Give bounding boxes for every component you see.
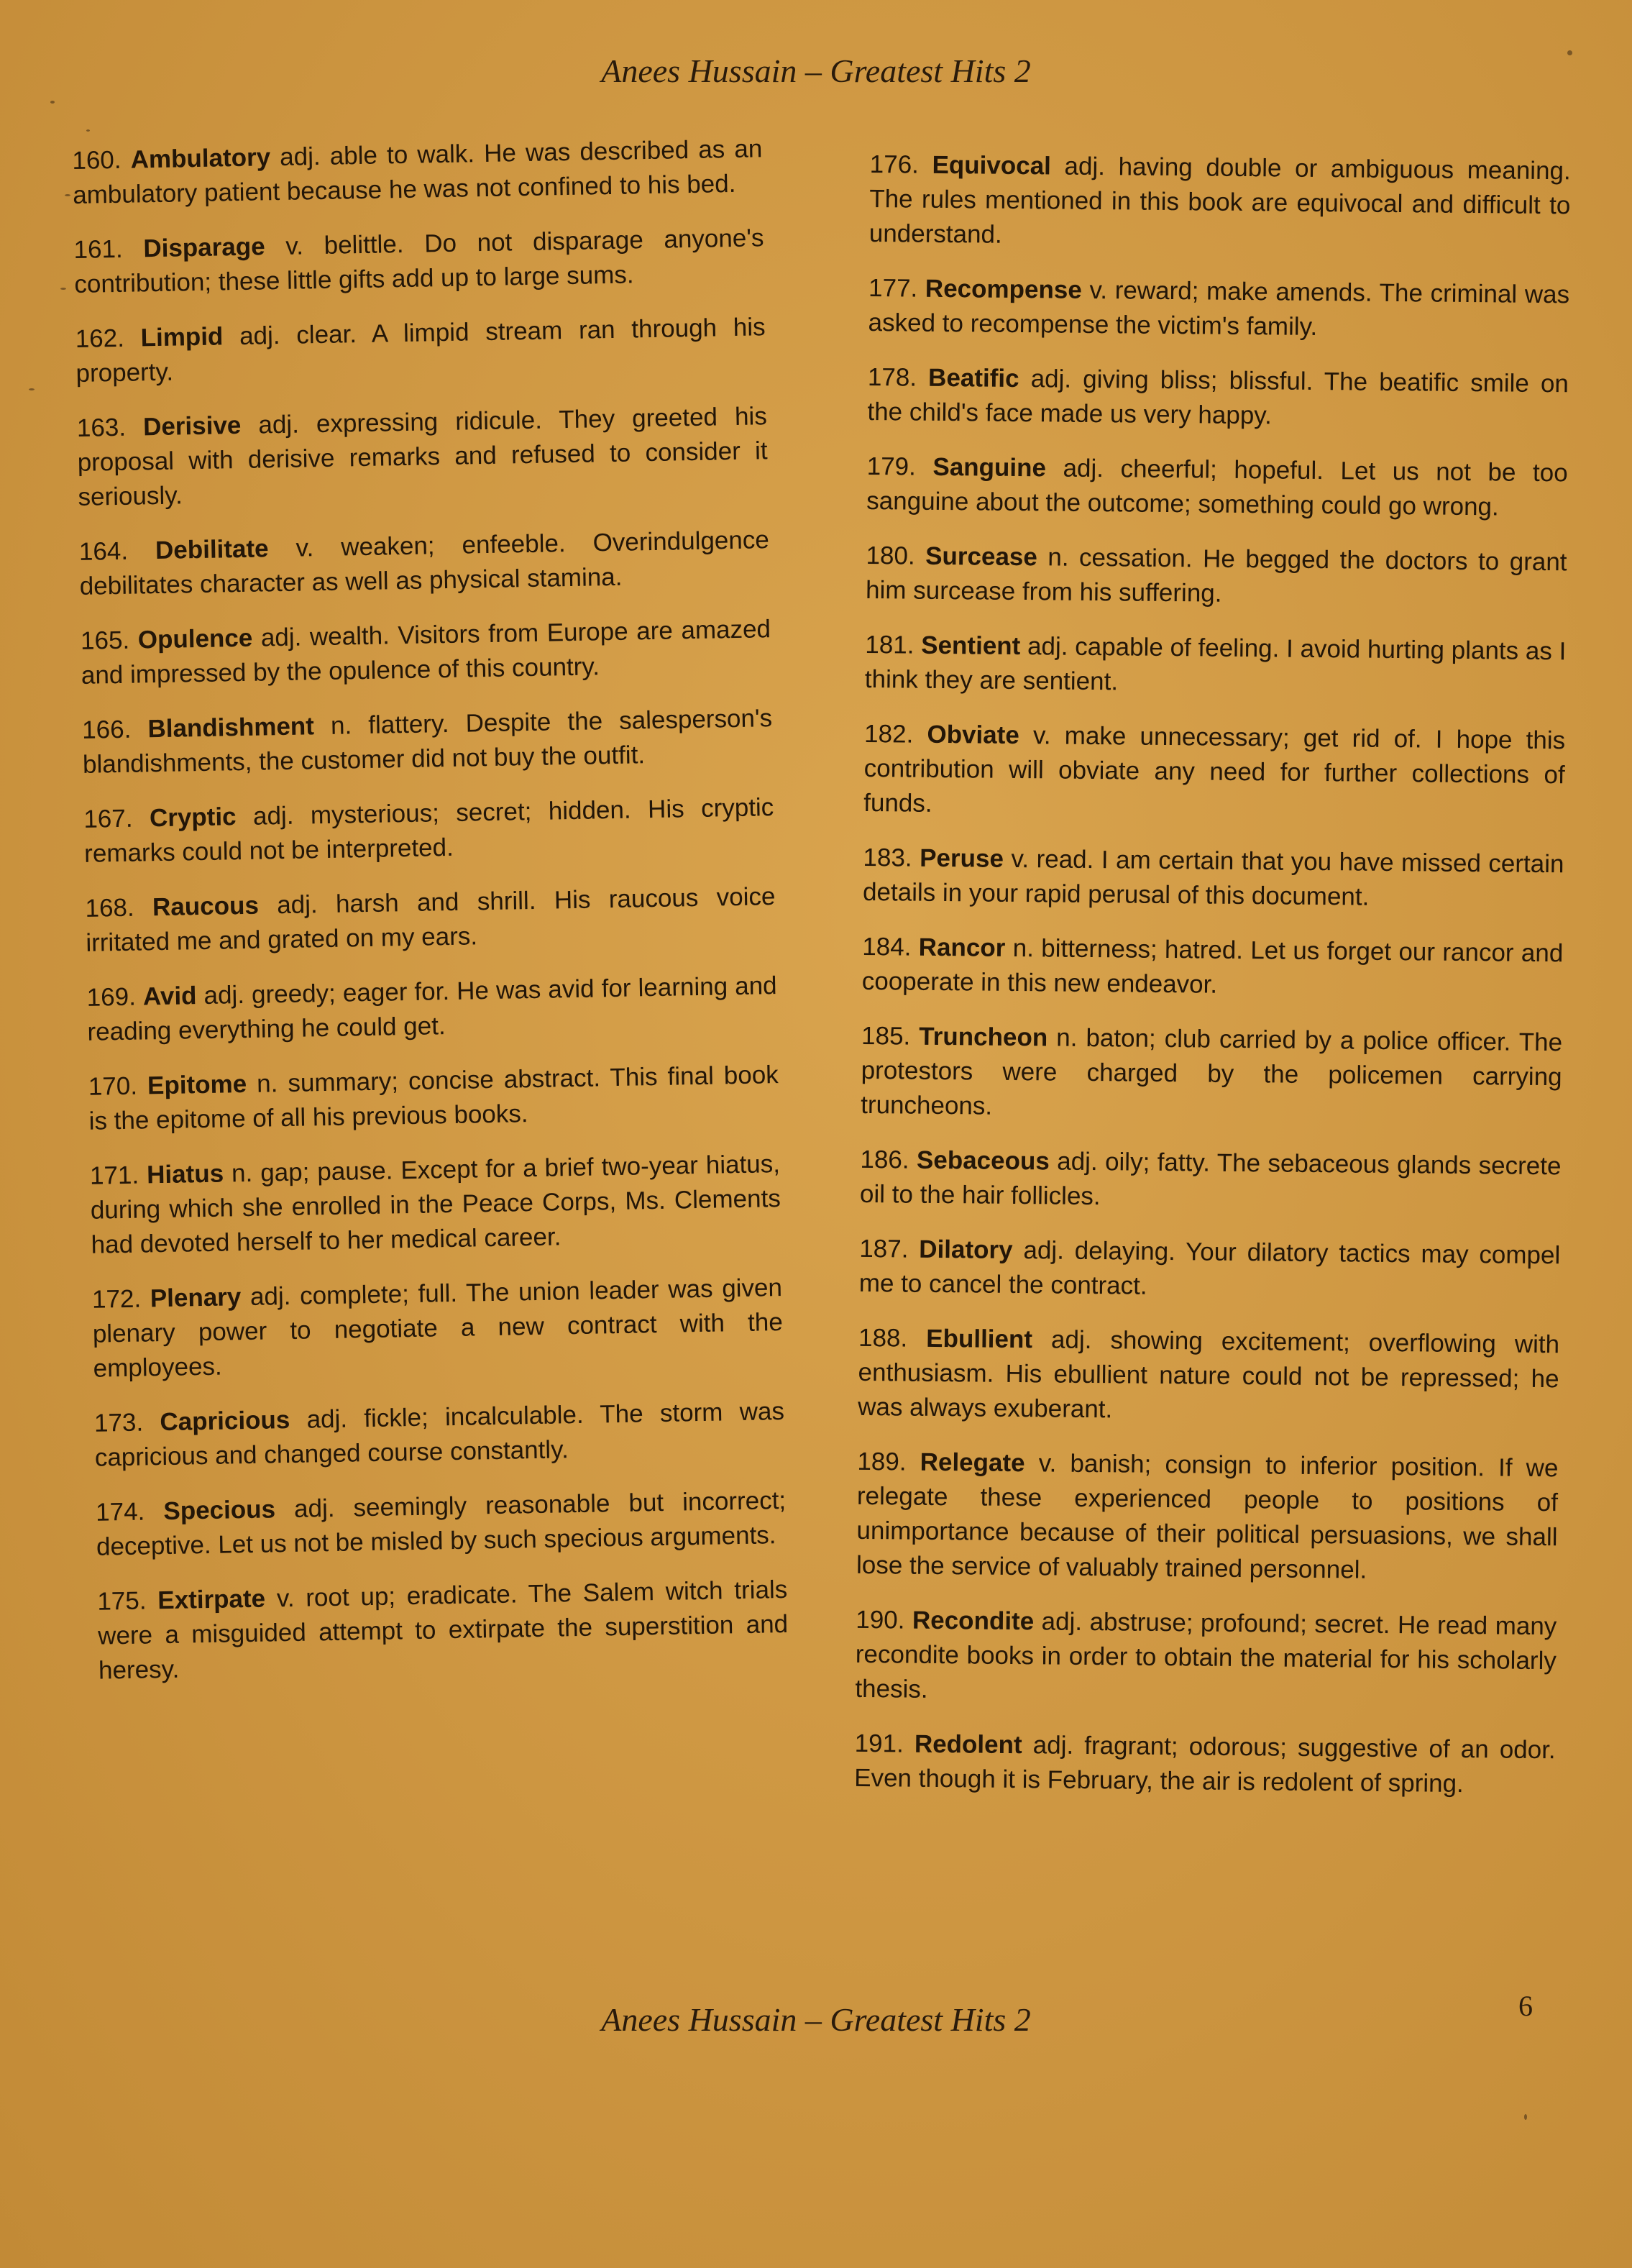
entry-word: Debilitate (155, 534, 269, 565)
entry-word: Derisive (142, 411, 242, 442)
vocab-entry (76, 399, 768, 515)
paper-speck (1524, 2114, 1527, 2120)
entry-word: Truncheon (919, 1022, 1048, 1052)
entry-definition: n. cessation. He begged the doctors to grant him surcease from his suffering. (865, 543, 1567, 608)
entry-word: Sentient (921, 631, 1021, 661)
vocab-entry (81, 612, 772, 693)
vocab-entry (92, 1271, 784, 1386)
entry-number: 176. (869, 150, 920, 179)
entry-word: Opulence (137, 623, 253, 654)
entry-number: 179. (866, 452, 917, 481)
vocab-entry (866, 539, 1567, 614)
entry-number: 163. (76, 413, 127, 442)
entry-word: Sanguine (932, 452, 1047, 483)
entry-number: 169. (86, 982, 137, 1012)
vocab-entry (863, 717, 1565, 827)
entry-definition: adj. showing excitement; overflowing with enthusiasm. His ebullient nature could not be repressed; he was always exuberant. (857, 1325, 1560, 1424)
vocab-entry (73, 221, 765, 302)
entry-number: 174. (95, 1497, 145, 1527)
entry-definition: v. belittle. Do not disparage anyone's contribution; these little gifts add up to large sums. (74, 224, 764, 298)
entry-definition: adj. giving bliss; blissful. The beatific smile on the child's face made us very happy. (867, 365, 1569, 430)
vocab-entry (82, 701, 774, 782)
entry-definition: v. banish; consign to inferior position. If we relegate these experienced people to positions of unimportance because of their political persuasions, we shall lose the service of valuably trained personnel. (856, 1449, 1559, 1584)
page-header: Anees Hussain – Greatest Hits 2 (601, 52, 1031, 89)
vocab-entry (856, 1445, 1559, 1589)
vocab-entry (868, 271, 1569, 347)
right-column (854, 147, 1571, 1822)
entry-word: Redolent (914, 1729, 1022, 1760)
vocab-entry (854, 1727, 1556, 1802)
entry-word: Ebullient (926, 1324, 1033, 1354)
entry-number: 166. (81, 715, 132, 744)
entry-definition: v. weaken; enfeeble. Overindulgence debilitates character as well as physical stamina. (79, 526, 770, 600)
entry-number: 165. (80, 626, 130, 655)
entry-word: Extirpate (157, 1584, 266, 1615)
paper-speck (86, 129, 90, 132)
left-column (72, 132, 789, 1708)
entry-definition: adj. cheerful; hopeful. Let us not be too sanguine about the outcome; something could go wrong. (866, 454, 1568, 521)
entry-number: 172. (91, 1284, 142, 1314)
entry-number: 178. (867, 362, 917, 392)
entry-word: Raucous (152, 891, 260, 922)
entry-definition: adj. oily; fatty. The sebaceous glands secrete oil to the hair follicles. (859, 1147, 1562, 1211)
entry-number: 164. (78, 536, 129, 566)
entry-number: 170. (88, 1071, 138, 1101)
entry-definition: adj. able to walk. He was described as an ambulatory patient because he was not confined to his bed. (72, 134, 763, 209)
entry-number: 182. (863, 719, 914, 749)
entry-number: 185. (861, 1021, 911, 1051)
vocab-entry (865, 628, 1567, 703)
entry-definition: v. root up; eradicate. The Salem witch trials were a misguided attempt to extirpate the superstition and heresy. (97, 1575, 789, 1685)
entry-number: 171. (89, 1161, 139, 1190)
entry-definition: adj. harsh and shrill. His raucous voice irritated me and grated on my ears. (86, 882, 776, 957)
entry-word: Avid (142, 982, 197, 1011)
entry-definition: n. summary; concise abstract. This final book is the epitome of all his previous books. (88, 1061, 779, 1135)
entry-number: 183. (863, 843, 912, 872)
entry-word: Equivocal (932, 150, 1052, 180)
entry-number: 161. (73, 234, 124, 264)
entry-number: 191. (854, 1729, 904, 1758)
entry-number: 190. (856, 1605, 905, 1634)
entry-word: Recondite (912, 1606, 1035, 1636)
entry-word: Blandishment (147, 712, 315, 744)
entry-number: 189. (857, 1447, 907, 1476)
entry-definition: adj. abstruse; profound; secret. He read many recondite books in order to obtain the material for his scholarly thesis. (855, 1607, 1557, 1704)
entry-word: Rancor (918, 933, 1006, 962)
entry-definition: v. reward; make amends. The criminal was asked to recompense the victim's family. (868, 275, 1570, 341)
entry-definition: n. baton; club carried by a police officer. The protestors were charged by the policemen carrying truncheons. (861, 1023, 1563, 1120)
entry-word: Recompense (925, 274, 1082, 304)
entry-word: Relegate (920, 1448, 1025, 1478)
vocab-entry (72, 132, 764, 213)
vocab-entry (75, 310, 766, 391)
vocab-entry (96, 1483, 787, 1565)
paper-speck (60, 288, 66, 290)
vocab-entry (860, 1143, 1562, 1218)
entry-definition: adj. having double or ambiguous meaning. The rules mentioned in this book are equivocal and difficult to understand. (868, 152, 1571, 249)
vocab-entry (862, 930, 1564, 1005)
vocab-entry (94, 1394, 786, 1476)
page-number: 6 (1518, 1990, 1533, 2022)
vocab-entry (861, 1019, 1562, 1129)
entry-word: Specious (163, 1495, 276, 1526)
entry-word: Plenary (150, 1283, 242, 1313)
vocab-entry (855, 1603, 1557, 1713)
entry-definition: adj. fickle; incalculable. The storm was capricious and changed course constantly. (94, 1396, 785, 1472)
entry-number: 187. (859, 1234, 909, 1263)
entry-number: 162. (75, 324, 125, 353)
vocab-entry (83, 790, 775, 872)
entry-definition: adj. fragrant; odorous; suggestive of an odor. Even though it is February, the air is redolent of spring. (854, 1731, 1556, 1798)
vocab-entry (88, 1058, 779, 1139)
entry-definition: n. flattery. Despite the salesperson's blandishments, the customer did not buy the outfit. (82, 704, 773, 779)
entry-word: Epitome (147, 1069, 247, 1100)
vocab-entry (859, 1232, 1561, 1307)
entry-number: 168. (85, 893, 135, 923)
vocab-entry (86, 969, 778, 1050)
entry-definition: adj. complete; full. The union leader was given plenary power to negotiate a new contract with the employees. (92, 1274, 784, 1383)
paper-speck (65, 194, 70, 196)
paper-speck (50, 101, 55, 104)
entry-definition: adj. greedy; eager for. He was avid for learning and reading everything he could get. (87, 971, 777, 1046)
page-footer: Anees Hussain – Greatest Hits 2 (601, 2001, 1031, 2038)
vocab-entry (869, 147, 1571, 257)
vocab-entry (90, 1147, 781, 1263)
entry-word: Capricious (160, 1405, 290, 1437)
entry-number: 175. (97, 1586, 147, 1616)
entry-number: 167. (83, 804, 133, 833)
entry-word: Hiatus (146, 1159, 224, 1189)
entry-number: 181. (865, 630, 914, 659)
entry-definition: v. make unnecessary; get rid of. I hope this contribution will obviate any need for further collections of funds. (863, 721, 1566, 818)
entry-definition: adj. capable of feeling. I avoid hurting plants as I think they are sentient. (864, 632, 1567, 696)
vocab-entry (858, 1321, 1559, 1431)
entry-definition: adj. wealth. Visitors from Europe are amazed and impressed by the opulence of this country. (81, 615, 771, 690)
entry-definition: adj. clear. A limpid stream ran through his property. (75, 313, 766, 388)
paper-speck (1567, 50, 1572, 55)
entry-definition: n. gap; pause. Except for a brief two-year hiatus, during which she enrolled in the Peace Corps, Ms. Clements had devoted herself to her medical career. (90, 1150, 781, 1259)
entry-word: Disparage (143, 232, 265, 263)
entry-number: 184. (862, 932, 912, 961)
entry-word: Cryptic (149, 803, 237, 833)
entry-word: Surcease (925, 541, 1038, 572)
entry-word: Dilatory (919, 1235, 1013, 1264)
vocab-entry (97, 1573, 789, 1688)
entry-definition: adj. seemingly reasonable but incorrect; deceptive. Let us not be misled by such specious arguments. (96, 1486, 787, 1561)
entry-definition: adj. delaying. Your dilatory tactics may compel me to cancel the contract. (858, 1235, 1561, 1300)
entry-definition: n. bitterness; hatred. Let us forget our rancor and cooperate in this new endeavor. (861, 933, 1564, 999)
vocab-entry (867, 360, 1569, 436)
entry-word: Beatific (927, 363, 1019, 393)
entry-definition: v. read. I am certain that you have missed certain details in your rapid perusal of this document. (862, 844, 1564, 911)
entry-number: 188. (858, 1323, 908, 1353)
vocab-entry (78, 523, 770, 604)
entry-number: 173. (93, 1408, 144, 1437)
entry-number: 186. (860, 1145, 909, 1174)
entry-definition: adj. mysterious; secret; hidden. His cryptic remarks could not be interpreted. (83, 793, 774, 868)
entry-word: Peruse (919, 843, 1004, 873)
entry-word: Ambulatory (130, 143, 271, 174)
entry-word: Sebaceous (916, 1146, 1050, 1176)
entry-definition: adj. expressing ridicule. They greeted his proposal with derisive remarks and refused to consider it seriously. (77, 402, 768, 511)
vocab-entry (85, 879, 776, 961)
entry-number: 180. (866, 541, 915, 570)
entry-number: 160. (72, 145, 122, 175)
vocab-entry (866, 449, 1568, 525)
entry-word: Limpid (140, 322, 224, 352)
entry-number: 177. (868, 273, 918, 303)
vocab-entry (863, 841, 1564, 916)
paper-speck (29, 388, 35, 390)
entry-word: Obviate (927, 720, 1020, 750)
